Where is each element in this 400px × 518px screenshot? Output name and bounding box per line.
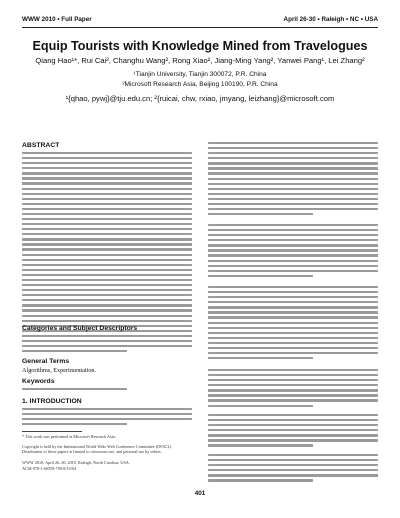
text-line: [22, 233, 192, 235]
text-line: [208, 419, 378, 421]
introduction-heading: 1. INTRODUCTION: [22, 398, 82, 405]
page-number: 401: [194, 490, 206, 497]
footnote-copyright: Copyright is held by the International World Wide Web Conference Committee (IW3C2). Distribution of these papers is limited to classroom use, and personal use by others.: [22, 444, 172, 455]
text-line: [22, 203, 192, 205]
text-line: [22, 188, 192, 190]
paper-authors: Qiang Hao¹*, Rui Cai², Changhu Wang², Rong Xiao², Jiang-Ming Yang², Yanwei Pang¹, Lei Zhang²: [35, 56, 365, 65]
text-line: [22, 172, 192, 174]
keywords-heading: Keywords: [22, 378, 55, 385]
text-line: [208, 296, 378, 298]
text-line: [208, 399, 378, 401]
text-line: [208, 142, 378, 144]
text-line: [208, 224, 378, 226]
abstract-heading: ABSTRACT: [22, 142, 60, 149]
text-line: [22, 198, 192, 200]
text-line: [208, 479, 313, 481]
text-line: [22, 228, 192, 230]
text-line: [22, 182, 192, 184]
general-terms-heading: General Terms: [22, 358, 70, 365]
text-line: [22, 238, 192, 240]
text-line: [208, 316, 378, 318]
text-line: [22, 320, 192, 322]
text-line: [208, 234, 378, 236]
text-line: [208, 424, 378, 426]
text-line: [208, 311, 378, 313]
right-para-6: [208, 454, 378, 484]
categories-heading: Categories and Subject Descriptors: [22, 325, 138, 332]
text-line: [208, 239, 378, 241]
text-line: [208, 405, 313, 407]
intro-body: [22, 408, 192, 428]
text-line: [208, 178, 378, 180]
text-line: [208, 444, 313, 446]
right-para-3: [208, 286, 378, 362]
text-line: [208, 352, 378, 354]
text-line: [208, 172, 378, 174]
text-line: [208, 357, 313, 359]
text-line: [22, 193, 192, 195]
text-line: [208, 347, 378, 349]
text-line: [22, 259, 192, 261]
text-line: [22, 213, 192, 215]
text-line: [22, 294, 192, 296]
text-line: [22, 335, 192, 337]
text-line: [22, 309, 192, 311]
text-line: [208, 286, 378, 288]
text-line: [22, 152, 192, 154]
text-line: [22, 274, 192, 276]
text-line: [22, 254, 192, 256]
header-left: WWW 2010 • Full Paper: [22, 16, 92, 23]
left-column: [22, 0, 192, 518]
text-line: [208, 249, 378, 251]
text-line: [208, 152, 378, 154]
text-line: [22, 408, 192, 410]
text-line: [22, 289, 192, 291]
text-line: [22, 279, 192, 281]
text-line: [22, 218, 192, 220]
general-terms-text: Algorithms, Experimentation.: [22, 367, 97, 374]
text-line: [22, 345, 192, 347]
text-line: [22, 248, 192, 250]
text-line: [22, 162, 192, 164]
text-line: [22, 413, 192, 415]
text-line: [208, 327, 378, 329]
text-line: [208, 147, 378, 149]
text-line: [208, 322, 378, 324]
keywords-body: [22, 388, 192, 393]
categories-body: [22, 335, 192, 355]
text-line: [208, 337, 378, 339]
text-line: [22, 177, 192, 179]
text-line: [208, 183, 378, 185]
text-line: [22, 223, 192, 225]
text-line: [22, 208, 192, 210]
text-line: [22, 269, 192, 271]
footnote-conference: WWW 2010, April 26–30, 2010, Raleigh, North Carolina, USA.: [22, 460, 130, 465]
right-para-4: [208, 369, 378, 410]
text-line: [22, 167, 192, 169]
text-line: [208, 291, 378, 293]
text-line: [22, 299, 192, 301]
text-line: [22, 264, 192, 266]
header-right: April 26-30 • Raleigh • NC • USA: [283, 16, 378, 23]
right-para-1: [208, 142, 378, 218]
text-line: [22, 284, 192, 286]
text-line: [208, 454, 378, 456]
text-line: [22, 423, 127, 425]
text-line: [208, 474, 378, 476]
text-line: [208, 229, 378, 231]
text-line: [208, 369, 378, 371]
text-line: [208, 434, 378, 436]
text-line: [208, 439, 378, 441]
text-line: [208, 244, 378, 246]
text-line: [208, 389, 378, 391]
text-line: [208, 265, 378, 267]
text-line: [22, 243, 192, 245]
footnote-rule: [22, 431, 82, 432]
text-line: [208, 414, 378, 416]
text-line: [208, 254, 378, 256]
text-line: [208, 469, 378, 471]
abstract-body: [22, 152, 192, 345]
text-line: [22, 388, 127, 390]
right-para-2: [208, 224, 378, 280]
text-line: [208, 157, 378, 159]
right-para-5: [208, 414, 378, 450]
text-line: [22, 315, 192, 317]
text-line: [208, 193, 378, 195]
footnote-star: * This work was performed at Microsoft Research Asia.: [22, 434, 116, 439]
text-line: [208, 394, 378, 396]
text-line: [208, 332, 378, 334]
text-line: [208, 167, 378, 169]
text-line: [208, 203, 378, 205]
author-emails: ¹{qhao, pywj}@tju.edu.cn; ²{ruicai, chw, rxiao, jmyang, leizhang}@microsoft.com: [65, 94, 335, 103]
text-line: [208, 342, 378, 344]
text-line: [22, 350, 127, 352]
text-line: [208, 464, 378, 466]
text-line: [208, 429, 378, 431]
text-line: [208, 379, 378, 381]
text-line: [208, 188, 378, 190]
footnote-acm: ACM 978-1-60558-799-8/10/04.: [22, 466, 78, 471]
text-line: [208, 306, 378, 308]
text-line: [208, 213, 313, 215]
text-line: [22, 157, 192, 159]
text-line: [22, 418, 192, 420]
text-line: [208, 198, 378, 200]
right-column: [208, 0, 378, 518]
text-line: [22, 304, 192, 306]
affiliation-2: ²Microsoft Research Asia, Beijing 100190, P.R. China: [122, 81, 278, 88]
text-line: [208, 275, 313, 277]
text-line: [208, 208, 378, 210]
text-line: [208, 374, 378, 376]
text-line: [208, 384, 378, 386]
text-line: [22, 340, 192, 342]
text-line: [208, 301, 378, 303]
text-line: [208, 459, 378, 461]
text-line: [208, 260, 378, 262]
paper-title: Equip Tourists with Knowledge Mined from Travelogues: [32, 39, 368, 53]
text-line: [208, 270, 378, 272]
text-line: [208, 162, 378, 164]
affiliation-1: ¹Tianjin University, Tianjin 300072, P.R. China: [133, 71, 267, 78]
